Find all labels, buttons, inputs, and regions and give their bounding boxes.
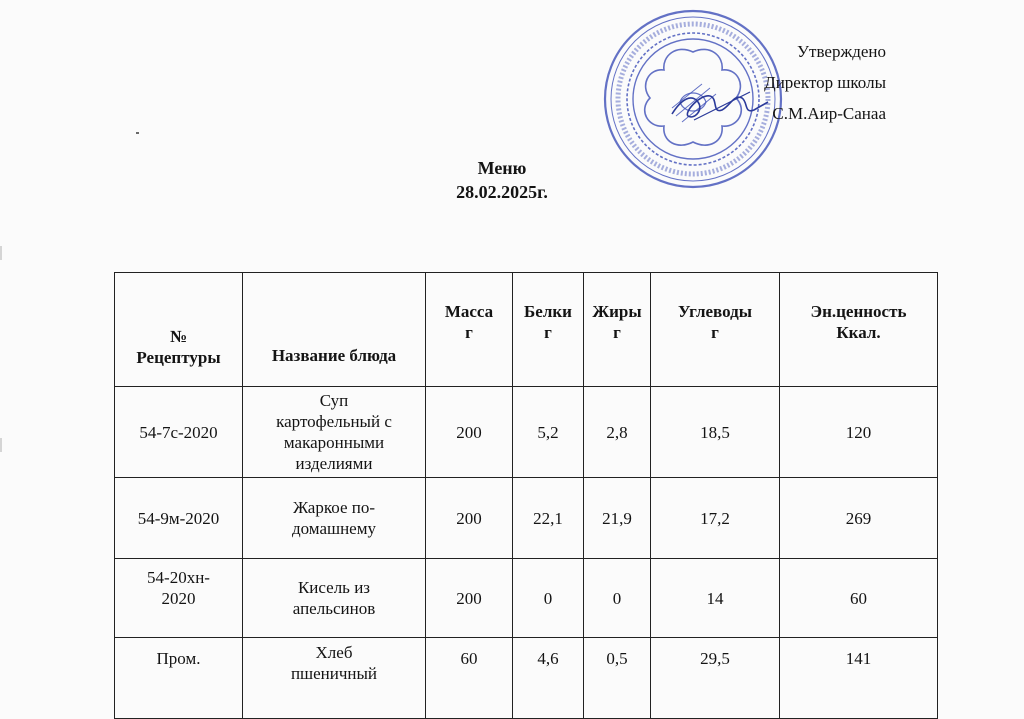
cell-carbs: 14	[651, 559, 780, 638]
cell-energy: 141	[780, 638, 938, 719]
cell-energy: 60	[780, 559, 938, 638]
cell-mass: 200	[426, 478, 513, 559]
cell-protein: 0	[513, 559, 584, 638]
col-header-mass: Масса г	[426, 273, 513, 387]
approval-position: Директор школы	[764, 73, 886, 92]
cell-carbs: 17,2	[651, 478, 780, 559]
table-row	[115, 638, 938, 719]
scan-edge-mark	[0, 246, 2, 260]
cell-dish-name: Хлеб пшеничный	[243, 638, 426, 719]
cell-protein: 22,1	[513, 478, 584, 559]
cell-protein: 5,2	[513, 387, 584, 478]
cell-energy: 120	[780, 387, 938, 478]
cell-mass: 60	[426, 638, 513, 719]
cell-dish-name: Суп картофельный с макаронными изделиями	[243, 387, 426, 478]
menu-date: 28.02.2025г.	[456, 182, 548, 202]
cell-recipe: Пром.	[115, 638, 243, 719]
director-signature	[664, 80, 774, 130]
table-header-row	[115, 273, 938, 387]
approval-label: Утверждено	[797, 42, 886, 61]
col-header-carbs: Углеводы г	[651, 273, 780, 387]
col-header-fat: Жиры г	[584, 273, 651, 387]
cell-recipe: 54-7с-2020	[115, 387, 243, 478]
table-row	[115, 559, 938, 638]
scan-speck	[136, 132, 139, 134]
col-header-energy: Эн.ценность Ккал.	[780, 273, 938, 387]
cell-recipe: 54-9м-2020	[115, 478, 243, 559]
cell-fat: 0,5	[584, 638, 651, 719]
cell-fat: 0	[584, 559, 651, 638]
cell-dish-name: Жаркое по- домашнему	[243, 478, 426, 559]
cell-carbs: 18,5	[651, 387, 780, 478]
cell-energy: 269	[780, 478, 938, 559]
approval-director-name: С.М.Аир-Санаа	[772, 104, 886, 123]
approval-block	[764, 36, 886, 129]
cell-carbs: 29,5	[651, 638, 780, 719]
table-row	[115, 387, 938, 478]
page-title: Меню	[477, 158, 527, 178]
col-header-protein: Белки г	[513, 273, 584, 387]
table-row	[115, 478, 938, 559]
cell-recipe: 54-20хн- 2020	[115, 559, 243, 638]
cell-protein: 4,6	[513, 638, 584, 719]
scan-edge-mark	[0, 438, 2, 452]
cell-fat: 2,8	[584, 387, 651, 478]
col-header-dish-name: Название блюда	[243, 273, 426, 387]
menu-table	[114, 272, 938, 719]
col-header-recipe: № Рецептуры	[115, 273, 243, 387]
cell-fat: 21,9	[584, 478, 651, 559]
cell-mass: 200	[426, 387, 513, 478]
cell-dish-name: Кисель из апельсинов	[243, 559, 426, 638]
cell-mass: 200	[426, 559, 513, 638]
